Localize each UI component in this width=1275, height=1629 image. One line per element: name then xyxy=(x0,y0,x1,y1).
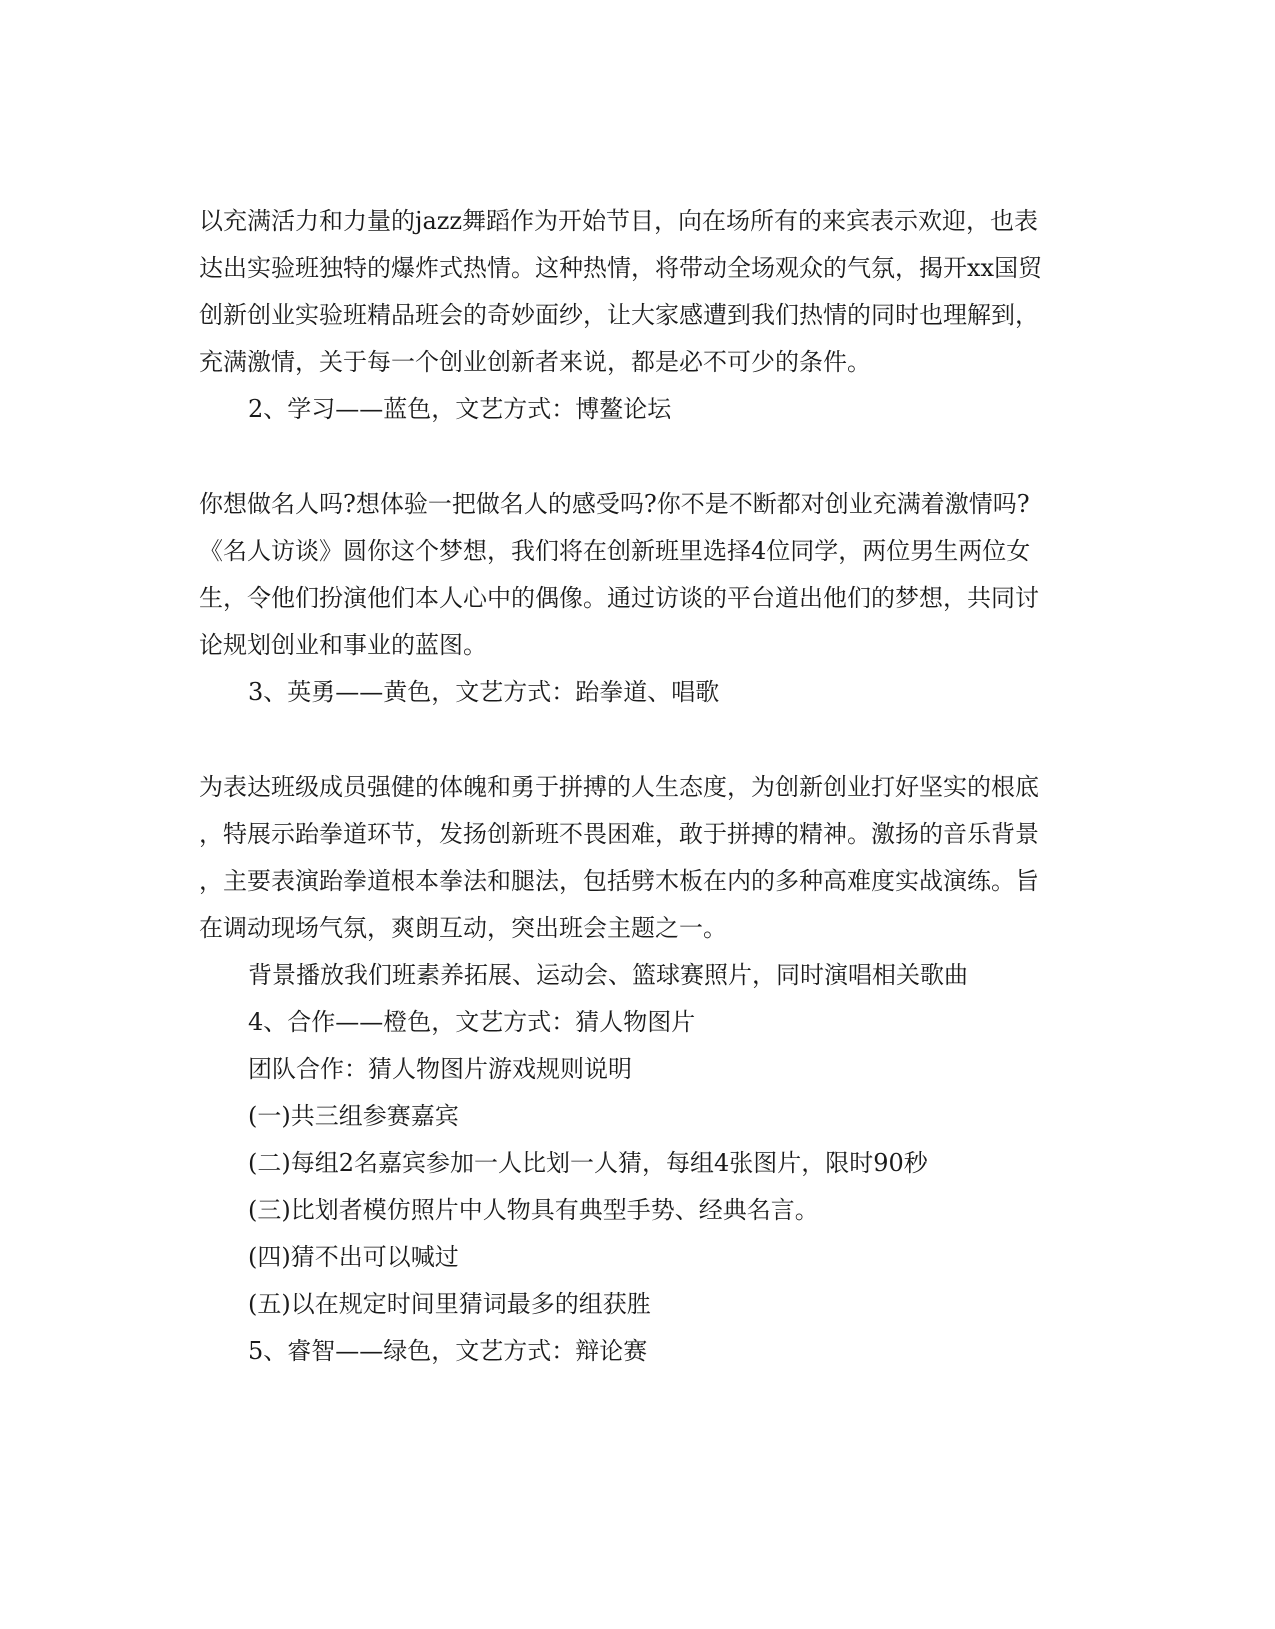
rule-item-5: (五)以在规定时间里猜词最多的组获胜 xyxy=(248,1290,651,1318)
section-heading-4: 4、合作——橙色，文艺方式：猜人物图片 xyxy=(248,1008,696,1036)
rule-item-4: (四)猜不出可以喊过 xyxy=(248,1243,459,1271)
paragraph-1-line-4: 充满激情，关于每一个创业创新者来说，都是必不可少的条件。 xyxy=(199,348,871,376)
section-heading-3: 3、英勇——黄色，文艺方式：跆拳道、唱歌 xyxy=(248,678,720,706)
section-heading-5: 5、睿智——绿色，文艺方式：辩论赛 xyxy=(248,1337,648,1365)
paragraph-1-line-2: 达出实验班独特的爆炸式热情。这种热情，将带动全场观众的气氛，揭开xx国贸 xyxy=(199,254,1043,282)
rule-item-3: (三)比划者模仿照片中人物具有典型手势、经典名言。 xyxy=(248,1196,819,1224)
rules-title: 团队合作：猜人物图片游戏规则说明 xyxy=(248,1055,632,1083)
paragraph-1-line-1: 以充满活力和力量的jazz舞蹈作为开始节目，向在场所有的来宾表示欢迎，也表 xyxy=(199,207,1039,235)
rule-item-2: (二)每组2名嘉宾参加一人比划一人猜，每组4张图片，限时90秒 xyxy=(248,1149,928,1177)
paragraph-2-line-4: 论规划创业和事业的蓝图。 xyxy=(199,631,487,659)
paragraph-2-line-1: 你想做名人吗?想体验一把做名人的感受吗?你不是不断都对创业充满着激情吗? xyxy=(199,490,1030,518)
background-note: 背景播放我们班素养拓展、运动会、篮球赛照片，同时演唱相关歌曲 xyxy=(248,961,968,989)
paragraph-3-line-2: ，特展示跆拳道环节，发扬创新班不畏困难，敢于拼搏的精神。激扬的音乐背景 xyxy=(199,820,1039,848)
rule-item-1: (一)共三组参赛嘉宾 xyxy=(248,1102,459,1130)
paragraph-3-line-4: 在调动现场气氛，爽朗互动，突出班会主题之一。 xyxy=(199,914,727,942)
paragraph-3-line-3: ，主要表演跆拳道根本拳法和腿法，包括劈木板在内的多种高难度实战演练。旨 xyxy=(199,867,1039,895)
section-heading-2: 2、学习——蓝色，文艺方式：博鳌论坛 xyxy=(248,395,672,423)
paragraph-2-line-3: 生，令他们扮演他们本人心中的偶像。通过访谈的平台道出他们的梦想，共同讨 xyxy=(199,584,1039,612)
paragraph-3-line-1: 为表达班级成员强健的体魄和勇于拼搏的人生态度，为创新创业打好坚实的根底 xyxy=(199,773,1039,801)
paragraph-1-line-3: 创新创业实验班精品班会的奇妙面纱，让大家感遭到我们热情的同时也理解到， xyxy=(199,301,1039,329)
paragraph-2-line-2: 《名人访谈》圆你这个梦想，我们将在创新班里选择4位同学，两位男生两位女 xyxy=(199,537,1031,565)
